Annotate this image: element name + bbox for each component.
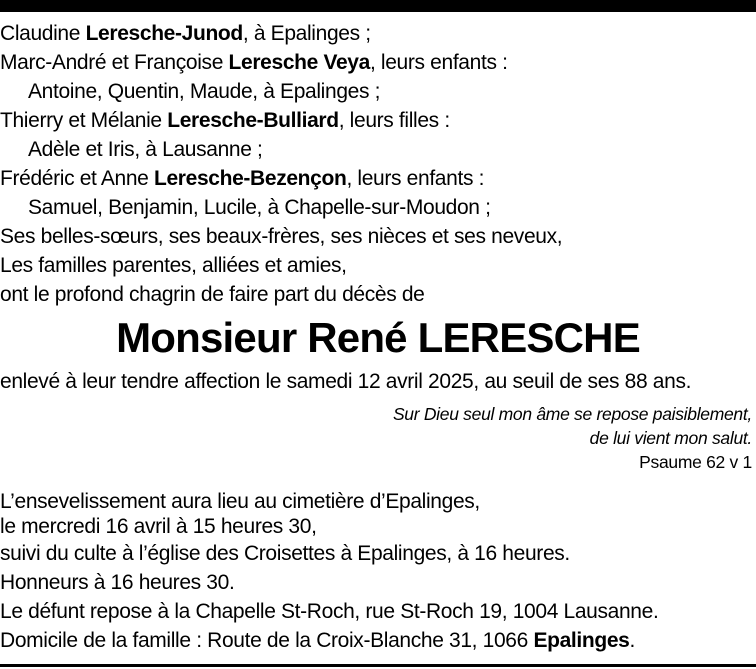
family-line-frederic: Frédéric et Anne Leresche-Bezençon, leurs enfants : (0, 167, 485, 190)
ceremony-details (0, 489, 756, 655)
family-line-relatives: Les familles parentes, alliées et amies, (0, 254, 347, 277)
burial-date-line: le mercredi 16 avril à 15 heures 30, (0, 515, 317, 538)
family-surname: Leresche-Bezençon (153, 167, 347, 190)
deceased-name: Monsieur René LERESCHE (116, 314, 640, 361)
family-line-children-frederic: Samuel, Benjamin, Lucile, à Chapelle-sur-Moudon ; (28, 196, 491, 219)
family-surname: Leresche Veya (228, 51, 370, 74)
verse-line-1: Sur Dieu seul mon âme se repose paisiblement, (392, 404, 752, 424)
family-line-in-laws: Ses belles-sœurs, ses beaux-frères, ses nièces et ses neveux, (0, 225, 563, 248)
scripture-verse (0, 402, 756, 474)
family-line-claudine: Claudine Leresche-Junod, à Epalinges ; (0, 22, 371, 45)
family-address-line: Domicile de la famille : Route de la Croix-Blanche 31, 1066 Epalinges. (0, 629, 635, 652)
resting-place-line: Le défunt repose à la Chapelle St-Roch, rue St-Roch 19, 1004 Lausanne. (0, 600, 659, 623)
obituary-notice (0, 19, 756, 655)
service-line: suivi du culte à l’église des Croisettes à Epalinges, à 16 heures. (0, 542, 570, 565)
family-surname: Leresche-Junod (85, 22, 243, 45)
family-line-children-thierry: Adèle et Iris, à Lausanne ; (28, 138, 263, 161)
family-line-thierry: Thierry et Mélanie Leresche-Bulliard, leurs filles : (0, 109, 450, 132)
top-border-rule (0, 0, 756, 12)
family-surname: Leresche-Bulliard (167, 109, 339, 132)
verse-line-2: de lui vient mon salut. (589, 428, 752, 448)
family-town: Epalinges (533, 629, 630, 652)
bottom-border-rule (0, 664, 756, 667)
honours-line: Honneurs à 16 heures 30. (0, 571, 235, 594)
family-line-children-marc-andre: Antoine, Quentin, Maude, à Epalinges ; (28, 80, 381, 103)
family-line-marc-andre: Marc-André et Françoise Leresche Veya, leurs enfants : (0, 51, 508, 74)
announcement-line: ont le profond chagrin de faire part du décès de (0, 283, 425, 306)
family-list (0, 19, 756, 309)
burial-line: L’ensevelissement aura lieu au cimetière d’Epalinges, (0, 490, 480, 513)
passing-line: enlevé à leur tendre affection le samedi 12 avril 2025, au seuil de ses 88 ans. (0, 370, 692, 393)
verse-reference: Psaume 62 v 1 (639, 452, 752, 472)
